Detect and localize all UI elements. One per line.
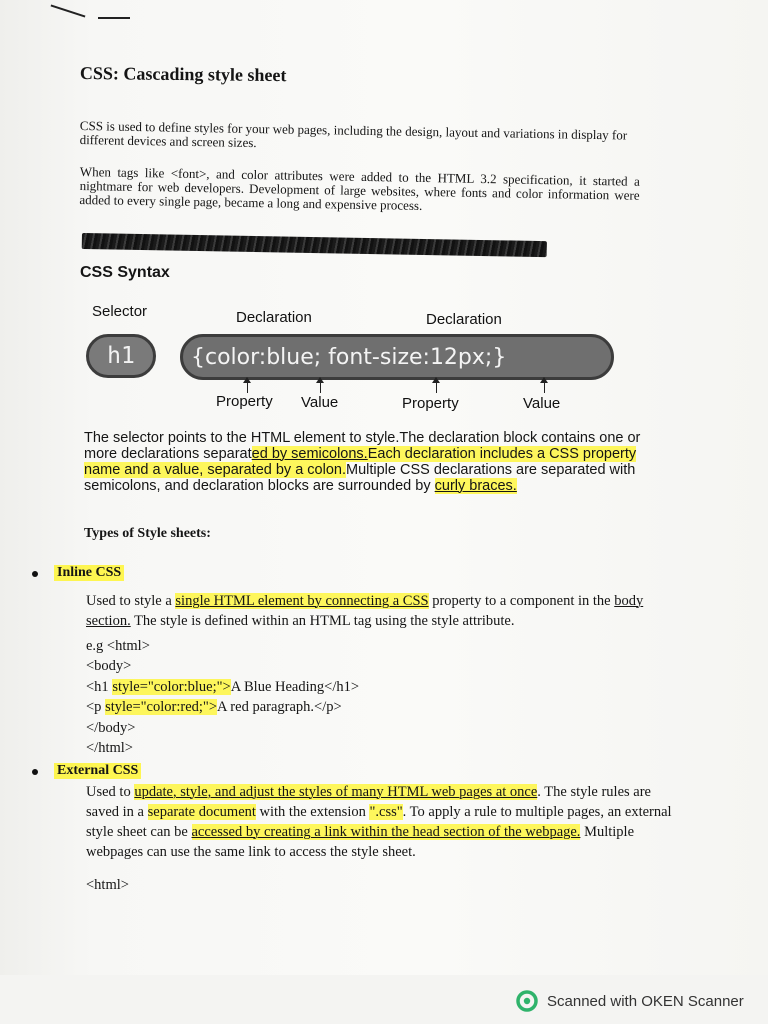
intro-paragraph-2: When tags like <font>, and color attributes were added to the HTML 3.2 specification, it started a nightmare for web developers. Development of large websites, where fonts and color information were added to every single page, became a long and expensive process. — [79, 164, 640, 213]
declaration-label: Declaration — [426, 311, 502, 328]
arrow-up-icon — [544, 379, 545, 393]
text-run: Multiple CSS declarations are separated with semicolons, and declaration blocks are surrounded by — [84, 462, 636, 494]
value-label: Value — [523, 395, 561, 412]
highlighted-text: update, style, and adjust the styles of many HTML web pages at once — [134, 784, 538, 800]
declaration-label: Declaration — [236, 309, 312, 326]
text-run: . To apply a rule to multiple pages, an external style sheet can be — [86, 804, 672, 840]
selector-code-pill: h1 — [86, 334, 156, 378]
scanner-text: Scanned with OKEN Scanner — [547, 992, 744, 1010]
text-run: . The style rules are saved in a — [86, 784, 651, 820]
code-line: e.g <html> — [86, 638, 150, 654]
code-line — [86, 678, 359, 696]
intro-paragraph-1: CSS is used to define styles for your web pages, including the design, layout and variations in display for different devices and screen sizes. — [79, 118, 628, 151]
bullet-icon — [32, 571, 38, 577]
highlighted-text: style="color:blue;"> — [112, 679, 231, 695]
inline-css-title: Inline CSS — [54, 565, 124, 581]
text-run: The style is defined within an HTML tag using the style attribute. — [130, 613, 515, 629]
code-line: <body> — [86, 658, 132, 674]
highlighted-text: property name and a value, separated by a colon. — [84, 446, 637, 478]
section-heading-types: Types of Style sheets: — [84, 526, 211, 541]
scanner-watermark — [516, 990, 744, 1012]
syntax-explanation-paragraph — [84, 430, 654, 494]
highlighted-text: separate document — [147, 804, 256, 820]
highlighted-text: style="color:red;"> — [105, 699, 218, 715]
text-run: <p — [86, 699, 106, 715]
code-line: </html> — [86, 740, 133, 756]
highlighted-text: ed by semicolons. — [251, 446, 368, 462]
code-line — [86, 698, 342, 716]
scan-mark — [98, 17, 130, 19]
bullet-icon — [32, 769, 38, 775]
inline-css-paragraph — [86, 591, 676, 631]
text-run: The selector points to the HTML element to style.The declaration block contains one or more declarations separat — [84, 430, 641, 462]
highlighted-text: accessed by creating a link within the head section of the webpage. — [191, 824, 581, 840]
text-run: Used to — [86, 784, 135, 800]
selector-label: Selector — [92, 303, 148, 320]
code-line: </body> — [86, 720, 136, 736]
arrow-up-icon — [320, 379, 321, 393]
text-run: A red paragraph.</p> — [217, 699, 342, 715]
section-heading-css-syntax: CSS Syntax — [80, 264, 170, 281]
text-run: property to a component in the — [428, 593, 615, 609]
page-title: CSS: Cascading style sheet — [79, 63, 287, 86]
highlighted-text: single HTML element by connecting a CSS — [175, 593, 429, 609]
arrow-up-icon — [247, 379, 248, 393]
text-run: <h1 — [86, 679, 113, 695]
text-run: Used to style a — [86, 593, 176, 609]
property-label: Property — [216, 393, 273, 410]
oken-scanner-logo-icon — [516, 990, 538, 1012]
declaration-code-pill: {color:blue; font-size:12px;} — [180, 334, 614, 380]
underlined-text: body section. — [86, 593, 644, 629]
value-label: Value — [301, 394, 339, 411]
highlighted-text: curly braces. — [434, 478, 517, 494]
highlighted-text: Each declaration includes a CSS — [367, 446, 579, 462]
scan-mark — [51, 4, 86, 17]
external-css-paragraph — [86, 782, 676, 862]
highlighted-text: ".css" — [369, 804, 403, 820]
code-line: <html> — [86, 877, 129, 893]
text-run: Multiple webpages can use the same link to access the style sheet. — [86, 824, 635, 860]
redacted-strikethrough — [82, 233, 547, 257]
arrow-up-icon — [436, 379, 437, 393]
text-run: with the extension — [255, 804, 370, 820]
external-css-title: External CSS — [54, 763, 141, 779]
text-run: A Blue Heading</h1> — [230, 679, 360, 695]
property-label: Property — [402, 395, 459, 412]
